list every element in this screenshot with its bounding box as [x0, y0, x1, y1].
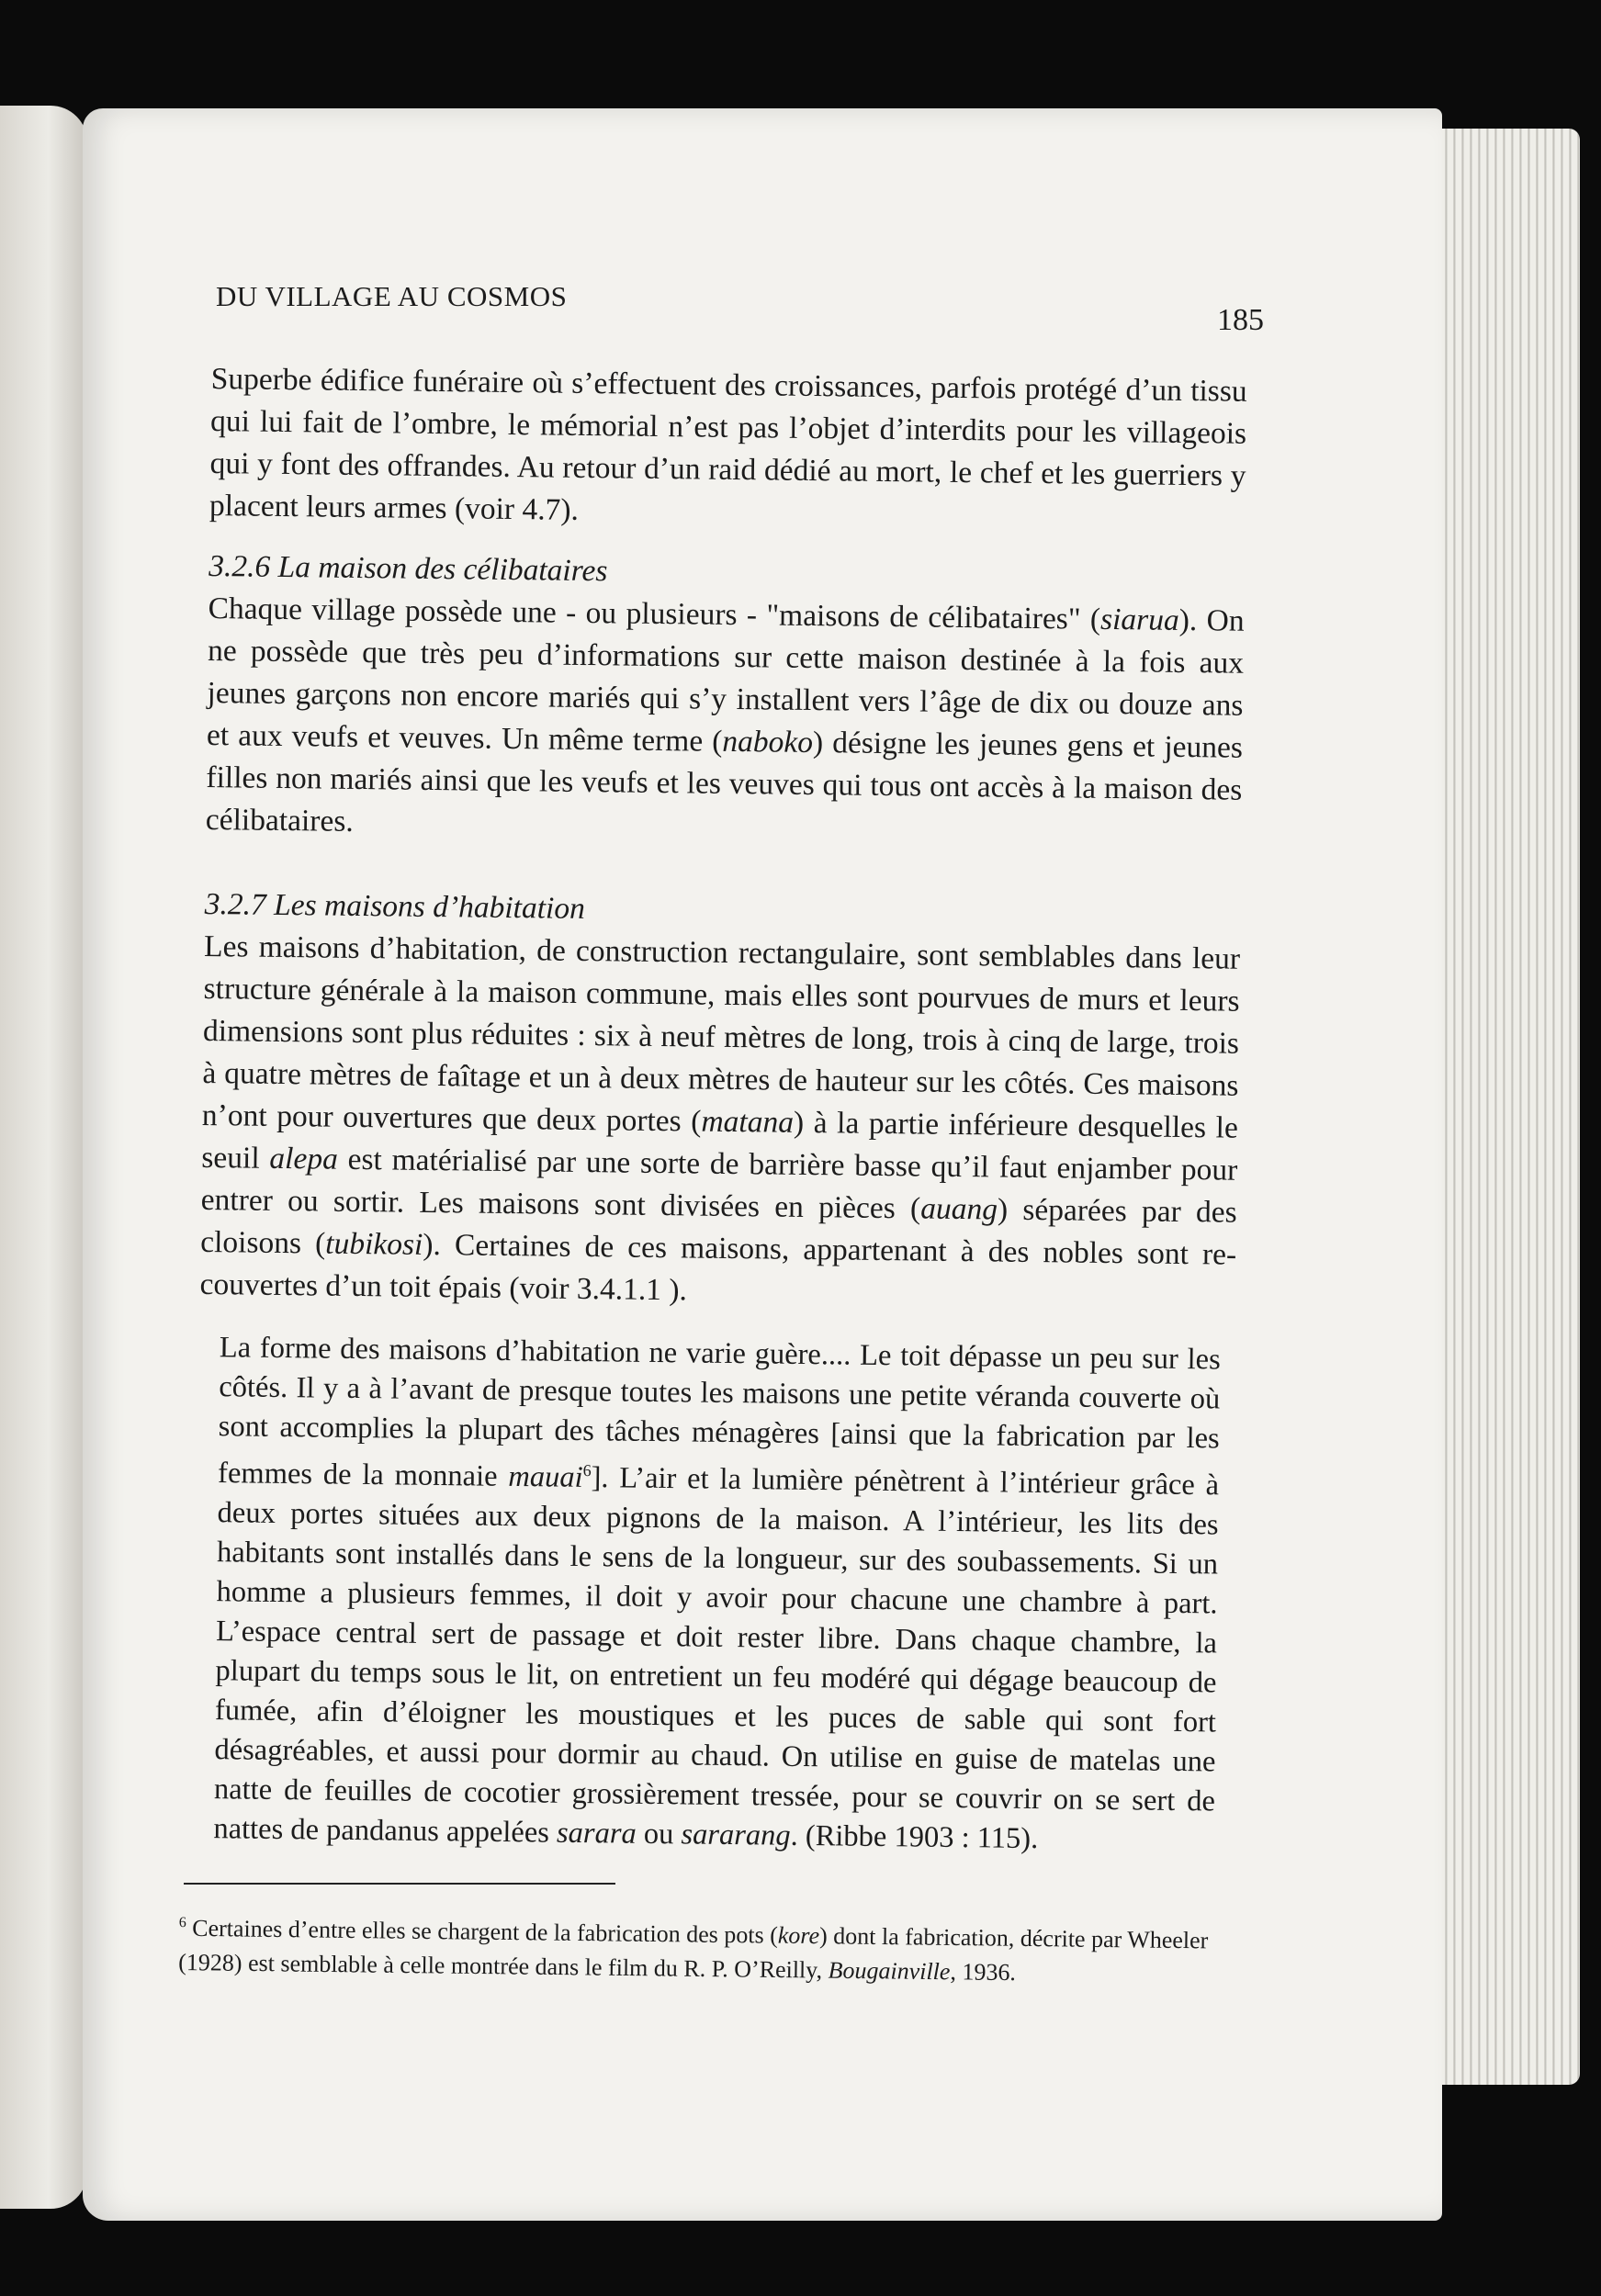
block-quote-ribbe: La forme des maisons d’habitation ne varie guère.... Le toit dépasse un peu sur les côtés. Il y a à l’avant de presque toutes les maisons une petite véranda couverte où sont accomplies la plupart des tâches ménagères [ainsi que la fabrication par les femmes de la monnaie mauai$^6$]. L’air et la lumière pénètrent à l’intérieur grâce à deux portes situées aux deux pignons de la maison. A l’intérieur, les lits des habitants sont installés dans le sens de la longueur, sur des soubassements. Si un homme a plusieurs femmes, il doit y avoir pour chacune une chambre à part. L’espace central sert de passage et doit rester libre. Dans chaque chambre, la plupart du temps sous le lit, on entretient un feu modéré qui dégage beaucoup de fumée, afin d’éloigner les moustiques et les puces de sable qui sont fort désagréables, et aussi pour dormir au chaud. On utilise en guise de matelas une natte de feuilles de cocotier grossièrement tressée, pour se couvrir on se sert de nattes de pandanus appelées sarara ou sararang. (Ribbe 1903 : 115).	[213, 1331, 1221, 1855]
term-siarua: siarua	[1099, 602, 1179, 637]
footnote-ref: 6	[582, 1461, 592, 1480]
footnote-marker: 6	[178, 1914, 186, 1931]
term-tubikosi: tubikosi	[325, 1226, 423, 1262]
term-auang: auang	[919, 1191, 998, 1227]
footnote: $^6$ Certaines d’entre elles se chargent de la fabrication des pots (kore) dont la fabrication, décrite par Wheeler (1928) est semblable à celle montrée dans le film du R. P. O’Reilly, Bougainville, 1936.	[178, 1914, 1209, 1986]
term-sararang: sararang	[681, 1818, 791, 1852]
term-alepa: alepa	[269, 1141, 339, 1176]
term-naboko: naboko	[722, 724, 814, 760]
term-kore: kore	[777, 1921, 820, 1950]
running-header: DU VILLAGE AU COSMOS	[216, 280, 568, 312]
section-heading-3-2-6: 3.2.6 La maison des célibataires	[209, 548, 608, 589]
term-matana: matana	[701, 1104, 795, 1140]
page-number: 185	[1217, 303, 1264, 337]
paragraph-habitation: Les maisons d’habitation, de construction rectangulaire, sont semblables dans leur structure générale à la maison commune, mais elles sont pourvues de murs et leurs dimensions sont plus réduites : six à neuf mètres de long, trois à cinq de large, trois à quatre mètres de faîtage et un à deux mètres de hauteur sur les côtés. Ces maisons n’ont pour ouvertures que deux portes (matana) à la partie inférieure desquelles le seuil alepa est matérialisé par une sorte de barrière basse qu’il faut enjamber pour entrer ou sortir. Les maisons sont divisées en pièces (auang) séparées par des cloisons (tubikosi). Certaines de ces maisons, appartenant à des nobles sont re-couvertes d’un toit épais (voir 3.4.1.1 ).	[199, 929, 1241, 1308]
paragraph-memorial: Superbe édifice funéraire où s’effectuent des croissances, parfois protégé d’un tissu qui lui fait de l’ombre, le mémorial n’est pas l’objet d’interdits pour les villageois qui y font des offrandes. Au retour d’un raid dédié au mort, le chef et les guerriers y placent leurs armes (voir 4.7).	[209, 361, 1247, 527]
term-mauai: mauai	[508, 1459, 583, 1494]
film-title: Bougainville	[828, 1956, 951, 1985]
main-text	[193, 358, 1247, 1861]
paragraph-celibataires: Chaque village possède une - ou plusieurs - "maisons de célibataires" (siarua). On ne possède que très peu d’informations sur cette maison destinée à la fois aux jeunes garçons non encore mariés qui s’y installent vers l’âge de dix ou douze ans et aux veufs et veuves. Un même terme (naboko) désigne les jeunes gens et jeunes filles non mariés ainsi que les veufs et les veuves qui tous ont accès à la maison des célibataires.	[205, 591, 1245, 838]
footnote-divider	[184, 1883, 615, 1885]
term-sarara: sarara	[556, 1816, 637, 1851]
previous-page-edge	[0, 106, 87, 2209]
section-heading-3-2-7: 3.2.7 Les maisons d’habitation	[204, 886, 586, 927]
